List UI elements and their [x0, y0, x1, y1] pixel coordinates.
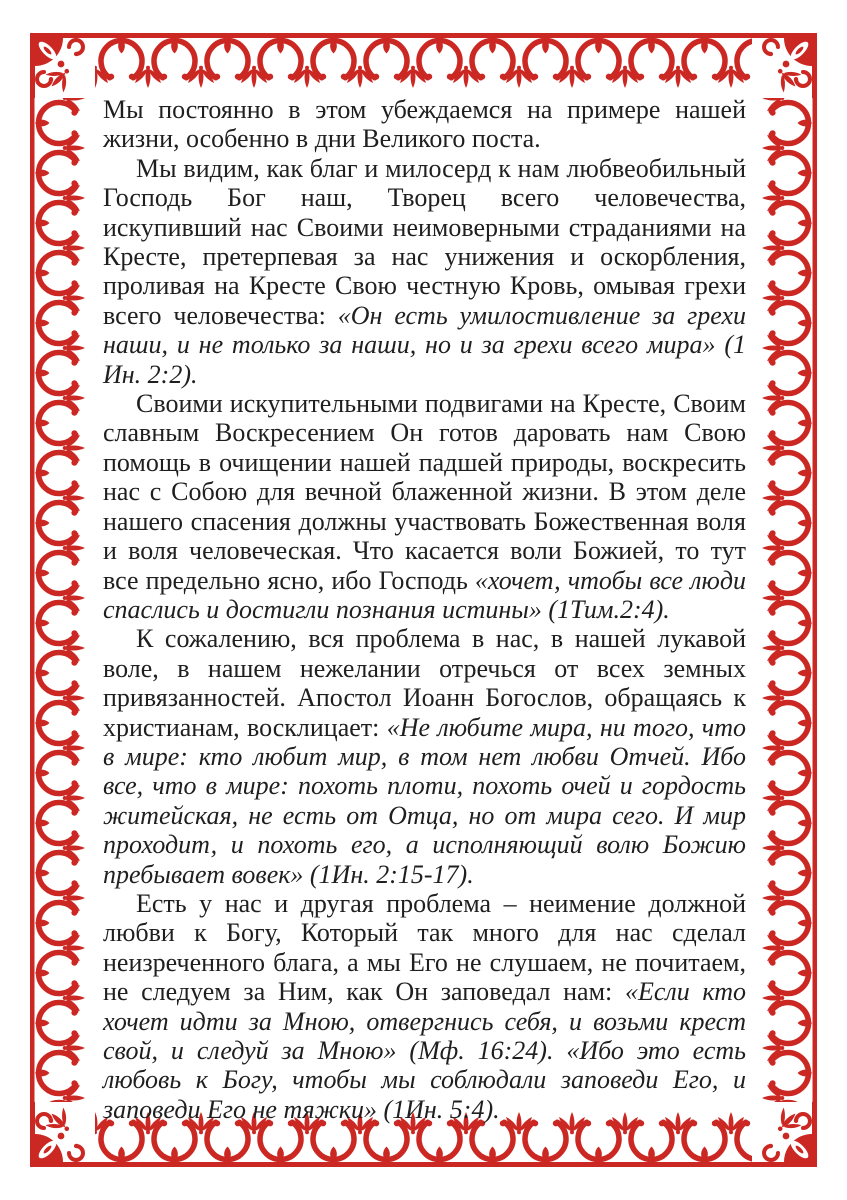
scripture-quote: «Не любите мира, ни того, что в мире: кто любит мир, в том нет любви Отчей. Ибо все, что в мире: похоть плоти, похоть очей и гордость житейская, не есть от Отца, но от мира сего. И мир проходит, и похоть его, а исполняющий волю Божию пребывает вовек» (1Ин. 2:15-17).	[103, 712, 746, 889]
body-text: Мы видим, как благ и милосерд к нам любвеобильный Господь Бог наш, Творец всего человечества, искупивший нас Своими неимоверными страданиями на Кресте, претерпевая за нас унижения и оскорбления, проливая на Кресте Свою честную Кровь, омывая грехи всего человечества:	[103, 153, 746, 330]
body-text: Своими искупительными подвигами на Кресте, Своим славным Воскресением Он готов даровать нам Свою помощь в очищении нашей падшей природы, воскресить нас с Собою для вечной блаженной жизни. В этом деле нашего спасения должны участвовать Божественная воля и воля человеческая. Что касается воли Божией, то тут все предельно ясно, ибо Господь	[103, 389, 746, 595]
scripture-quote: «Он есть умилостивление за грехи наши, и не только за наши, но и за грехи всего мира» (1 Ин. 2:2).	[103, 300, 747, 389]
body-text: К сожалению, вся проблема в нас, в нашей лукавой воле, в нашем нежелании отречься от всех земных привязанностей. Апостол Иоанн Богослов, обращаясь к христианам, восклицает:	[103, 624, 746, 742]
border-corner-bottom-left	[30, 1102, 95, 1167]
scripture-quote: «Если кто хочет идти за Мною, отвергнись себя, и возьми крест свой, и следуй за Мною» (Мф. 16:24). «Ибо это есть любовь к Богу, чтобы мы соблюдали заповеди Его, и заповеди Его не тяжки» (1Ин. 5:4).	[103, 977, 747, 1124]
border-corner-top-right	[752, 33, 817, 98]
border-top-band	[95, 33, 752, 93]
paragraph	[103, 889, 746, 1124]
body-text: Мы постоянно в этом убеждаемся на примере нашей жизни, особенно в дни Великого поста.	[103, 95, 746, 154]
body-text: Есть у нас и другая проблема – неимение должной любви к Богу, Который так много для нас сделал неизреченного блага, а мы Его не слушаем, не почитаем, не следуем за Ним, как Он заповедал нам:	[103, 888, 746, 1007]
border-corner-bottom-right	[752, 1102, 817, 1167]
paragraph	[103, 624, 746, 889]
border-left-band	[30, 98, 90, 1102]
scripture-quote: «хочет, чтобы все люди спаслись и достигли познания истины» (1Тим.2:4).	[103, 565, 746, 624]
text-content	[103, 95, 746, 1124]
paragraph	[103, 95, 746, 154]
border-corner-top-left	[30, 33, 95, 98]
border-right-band	[757, 98, 817, 1102]
paragraph	[103, 389, 746, 624]
paragraph	[103, 154, 746, 389]
